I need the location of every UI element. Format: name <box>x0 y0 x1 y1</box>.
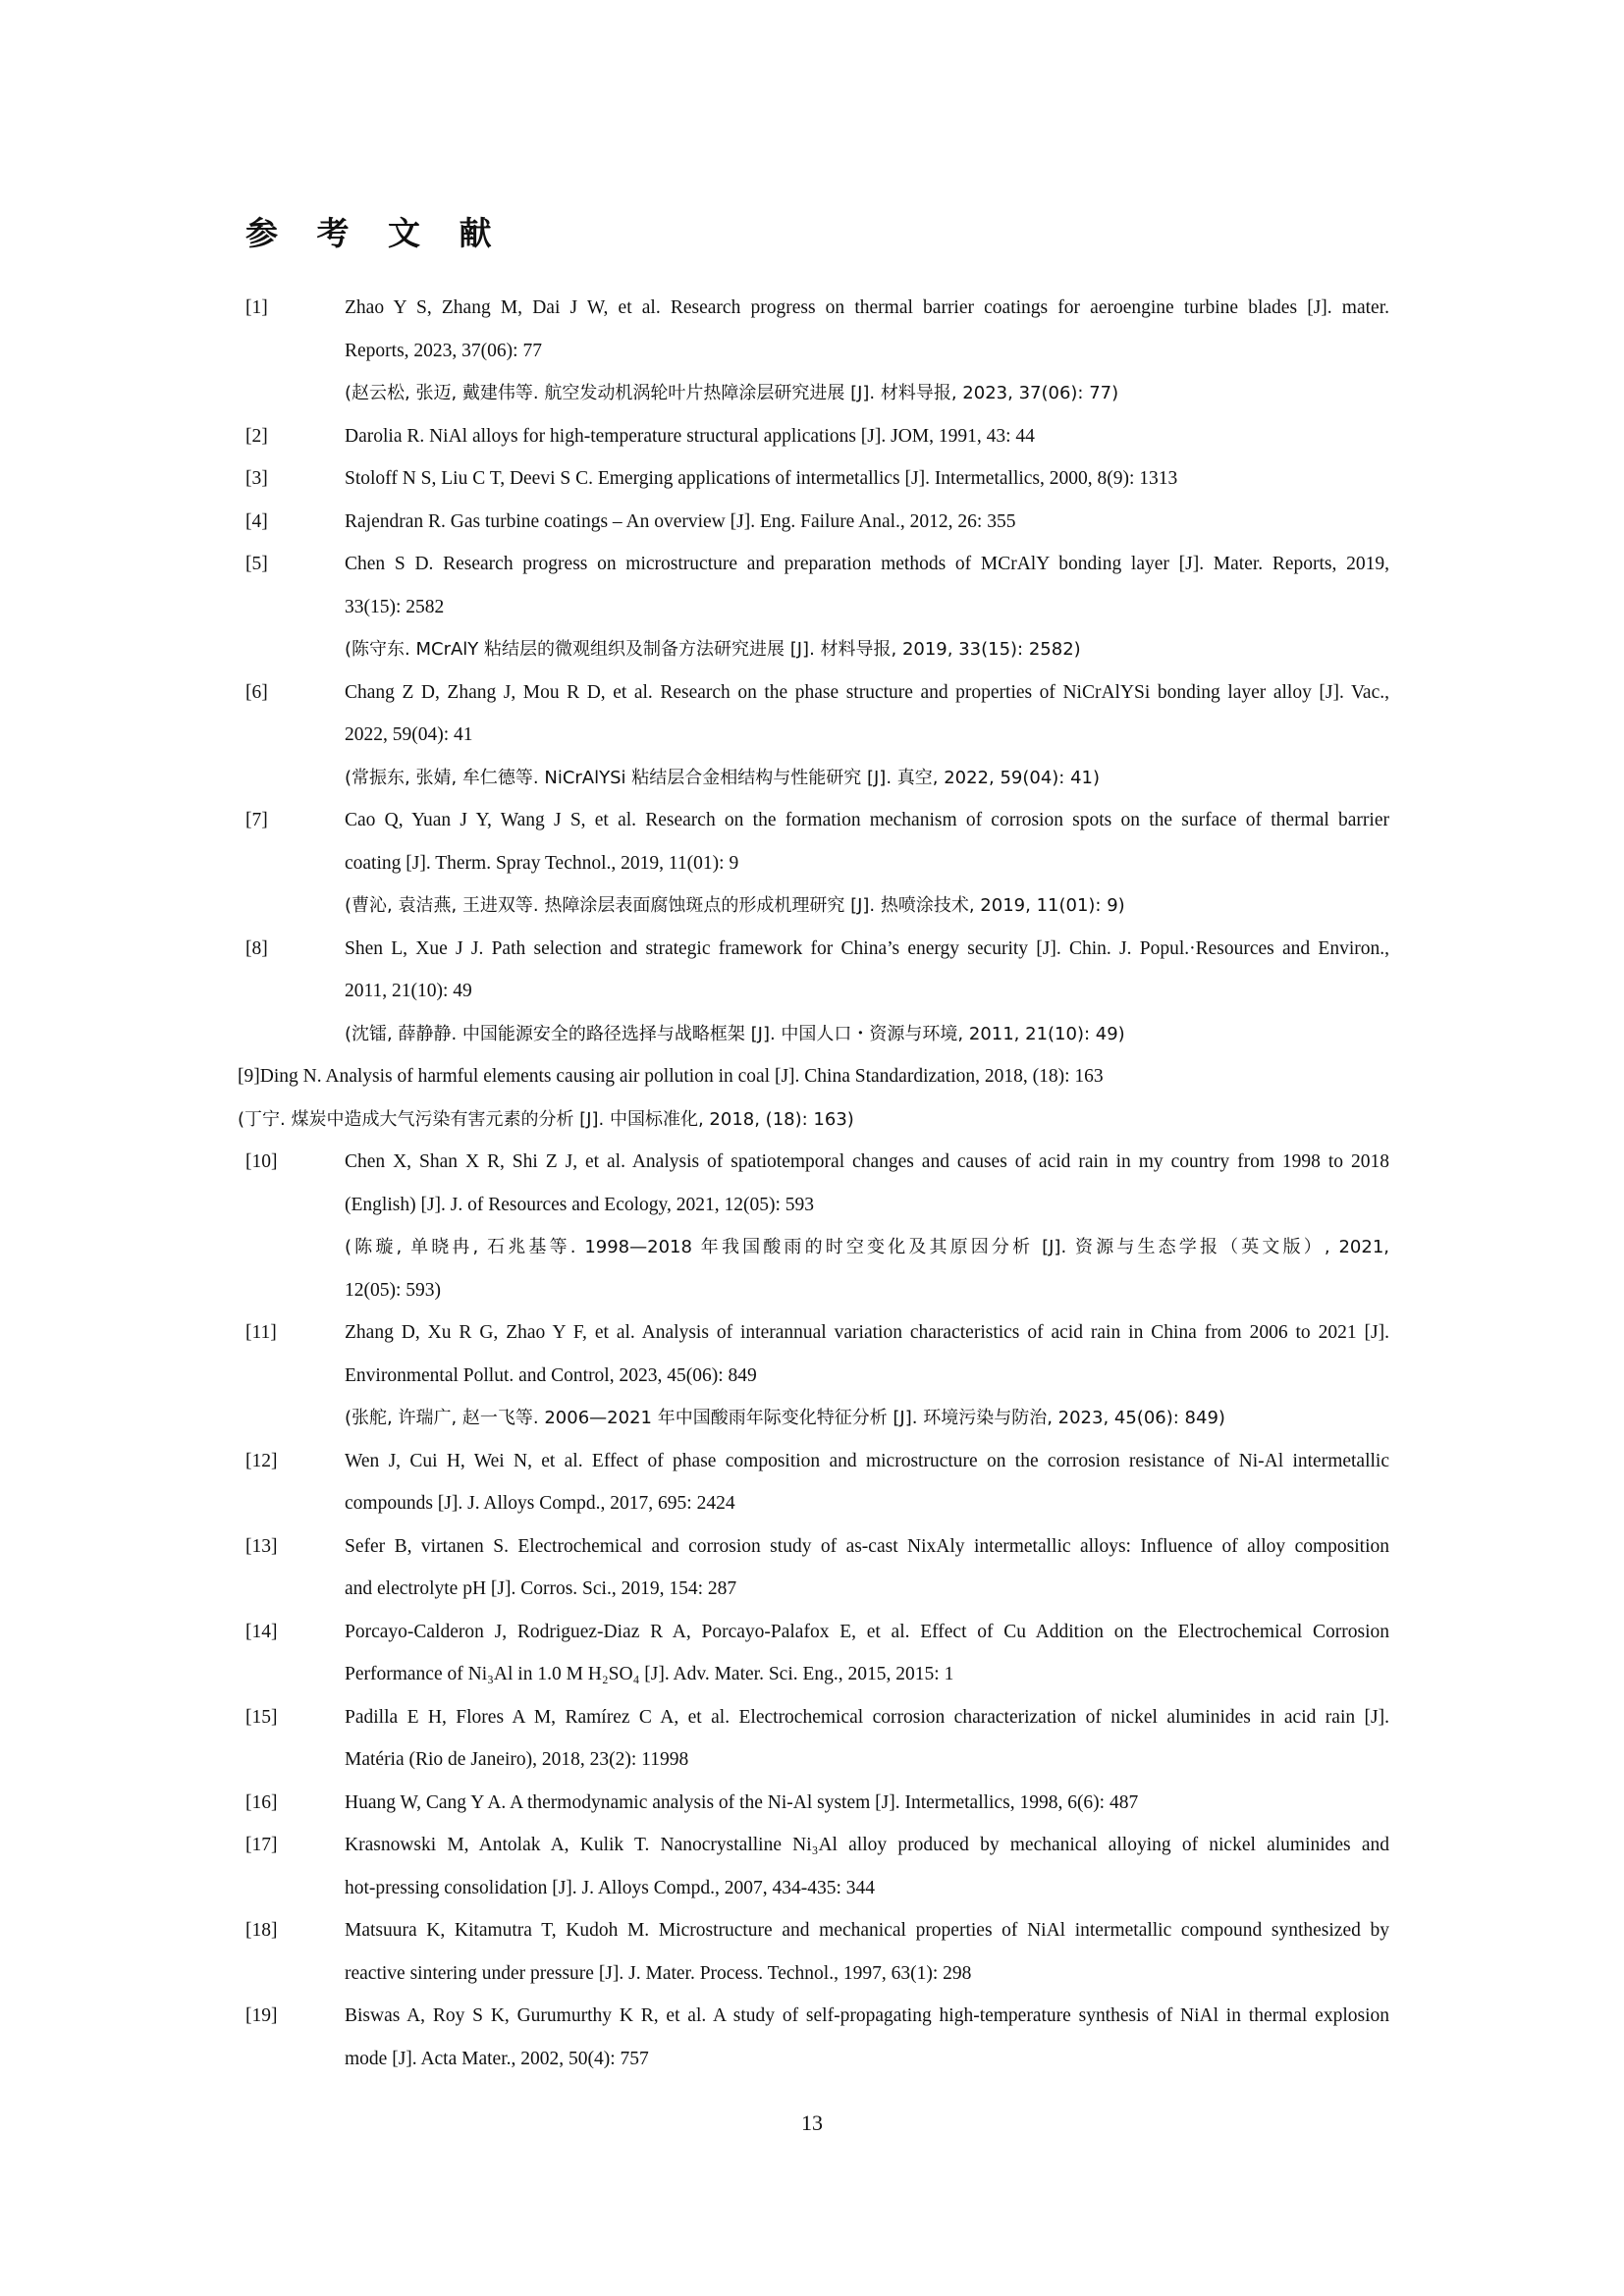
reference-line-chinese: (曹沁, 袁洁燕, 王进双等. 热障涂层表面腐蚀斑点的形成机理研究 [J]. 热喷涂技术, 2019, 11(01): 9) <box>345 895 1125 916</box>
reference-number: [18] <box>245 1920 278 1941</box>
reference-line-chinese: (沈镭, 薛静静. 中国能源安全的路径选择与战略框架 [J]. 中国人口・资源与环境, 2011, 21(10): 49) <box>345 1023 1125 1044</box>
reference-line-chinese: (陈守东. MCrAlY 粘结层的微观组织及制备方法研究进展 [J]. 材料导报, 2019, 33(15): 2582) <box>345 639 1081 660</box>
reference-body <box>345 501 1389 544</box>
reference-line: Performance of Ni₃Al in 1.0 M H₂SO₄ [J]. Adv. Mater. Sci. Eng., 2015, 2015: 1 <box>345 1664 954 1684</box>
reference-body <box>345 1696 1389 1782</box>
reference-number: [10] <box>245 1151 278 1172</box>
reference-line: Zhang D, Xu R G, Zhao Y F, et al. Analysis of interannual variation characteristics of acid rain in China from 2006 to 2021 [J]. <box>345 1322 1389 1343</box>
reference-item <box>245 1440 1389 1525</box>
reference-item <box>245 799 1389 928</box>
reference-line: 12(05): 593) <box>345 1279 442 1301</box>
reference-number: [8] <box>245 937 268 959</box>
reference-line: 2011, 21(10): 49 <box>345 981 472 1001</box>
reference-line-chinese: (丁宁. 煤炭中造成大气污染有害元素的分析 [J]. 中国标准化, 2018, (18): 163) <box>238 1108 854 1130</box>
reference-item <box>245 501 1389 544</box>
reference-body <box>345 1611 1389 1696</box>
reference-line: coating [J]. Therm. Spray Technol., 2019, 11(01): 9 <box>345 852 739 874</box>
reference-item <box>245 543 1389 671</box>
reference-item <box>245 415 1389 458</box>
page-number: 13 <box>801 2110 823 2135</box>
reference-number: [1] <box>245 297 268 318</box>
reference-line: Matéria (Rio de Janeiro), 2018, 23(2): 11998 <box>345 1749 689 1770</box>
reference-body <box>345 287 1389 415</box>
reference-line: Padilla E H, Flores A M, Ramírez C A, et al. Electrochemical corrosion characterization of nickel aluminides in acid rain [J]. <box>345 1706 1389 1728</box>
reference-body <box>345 1995 1389 2080</box>
reference-number: [4] <box>245 510 268 532</box>
reference-line-chinese: (陈璇, 单晓冉, 石兆基等. 1998—2018 年我国酸雨的时空变化及其原因分析 [J]. 资源与生态学报（英文版）, 2021, <box>345 1237 1389 1257</box>
reference-body <box>345 1824 1389 1909</box>
reference-line: Huang W, Cang Y A. A thermodynamic analysis of the Ni-Al system [J]. Intermetallics, 1998, 6(6): 487 <box>345 1791 1139 1813</box>
reference-number: [6] <box>245 681 268 703</box>
reference-body <box>345 1141 1389 1311</box>
reference-number: [17] <box>245 1835 278 1855</box>
reference-line: hot-pressing consolidation [J]. J. Alloys Compd., 2007, 434-435: 344 <box>345 1877 876 1898</box>
reference-item <box>245 457 1389 501</box>
reference-line: Rajendran R. Gas turbine coatings – An overview [J]. Eng. Failure Anal., 2012, 26: 355 <box>345 510 1016 532</box>
reference-body <box>345 671 1389 800</box>
reference-line: reactive sintering under pressure [J]. J. Mater. Process. Technol., 1997, 63(1): 298 <box>345 1962 972 1984</box>
reference-body <box>345 928 1389 1056</box>
reference-number: [14] <box>245 1621 278 1642</box>
reference-line: and electrolyte pH [J]. Corros. Sci., 2019, 154: 287 <box>345 1578 737 1599</box>
reference-item <box>245 1995 1389 2080</box>
reference-line: Biswas A, Roy S K, Gurumurthy K R, et al. A study of self-propagating high-temperature synthesis of NiAl in thermal explosion <box>345 2005 1389 2026</box>
reference-line: Porcayo-Calderon J, Rodriguez-Diaz R A, Porcayo-Palafox E, et al. Effect of Cu Addition on the Electrochemical Corrosion <box>345 1621 1389 1642</box>
reference-line: Environmental Pollut. and Control, 2023, 45(06): 849 <box>345 1364 757 1386</box>
reference-line: Matsuura K, Kitamutra T, Kudoh M. Microstructure and mechanical properties of NiAl intermetallic compound synthesized by <box>345 1920 1389 1941</box>
reference-item <box>245 1782 1389 1825</box>
reference-number: [15] <box>245 1706 278 1728</box>
reference-body <box>345 457 1389 501</box>
reference-body <box>238 1055 1389 1141</box>
references-heading: 参 考 文 献 <box>245 214 506 252</box>
reference-number: [2] <box>245 425 268 447</box>
reference-line: 33(15): 2582 <box>345 596 445 617</box>
reference-line: Wen J, Cui H, Wei N, et al. Effect of phase composition and microstructure on the corrosion resistance of Ni-Al intermetallic <box>345 1450 1389 1471</box>
reference-body <box>345 1909 1389 1995</box>
reference-line: 2022, 59(04): 41 <box>345 724 473 745</box>
reference-line: Cao Q, Yuan J Y, Wang J S, et al. Research on the formation mechanism of corrosion spots on the surface of thermal barrier <box>345 810 1389 830</box>
reference-item <box>245 671 1389 800</box>
reference-line: Zhao Y S, Zhang M, Dai J W, et al. Research progress on thermal barrier coatings for aeroengine turbine blades [J]. mater. <box>345 297 1389 318</box>
reference-number: [12] <box>245 1450 278 1471</box>
reference-item <box>245 287 1389 415</box>
reference-number: [7] <box>245 810 268 830</box>
reference-item <box>245 928 1389 1056</box>
reference-line-chinese: (常振东, 张婧, 牟仁德等. NiCrAlYSi 粘结层合金相结构与性能研究 [J]. 真空, 2022, 59(04): 41) <box>345 767 1101 788</box>
reference-line: Shen L, Xue J J. Path selection and strategic framework for China’s energy security [J]. Chin. J. Popul.·Resources and Environ., <box>345 937 1389 959</box>
reference-line: Krasnowski M, Antolak A, Kulik T. Nanocrystalline Ni₃Al alloy produced by mechanical alloying of nickel aluminides and <box>345 1835 1389 1855</box>
reference-number: [16] <box>245 1791 278 1813</box>
reference-item <box>245 1311 1389 1440</box>
reference-item <box>238 1055 1389 1141</box>
reference-line: (English) [J]. J. of Resources and Ecology, 2021, 12(05): 593 <box>345 1194 815 1215</box>
reference-line: Chang Z D, Zhang J, Mou R D, et al. Research on the phase structure and properties of NiCrAlYSi bonding layer alloy [J]. Vac., <box>345 681 1389 703</box>
reference-item <box>245 1909 1389 1995</box>
reference-body <box>345 1782 1389 1825</box>
reference-list <box>238 287 1389 2080</box>
reference-number: [19] <box>245 2005 278 2026</box>
reference-number: [3] <box>245 468 268 489</box>
reference-number: [11] <box>245 1322 277 1343</box>
reference-line: Darolia R. NiAl alloys for high-temperature structural applications [J]. JOM, 1991, 43: 44 <box>345 425 1035 447</box>
reference-body <box>345 1440 1389 1525</box>
reference-body <box>345 1311 1389 1440</box>
reference-body <box>345 543 1389 671</box>
reference-line: compounds [J]. J. Alloys Compd., 2017, 695: 2424 <box>345 1493 735 1514</box>
reference-item <box>245 1824 1389 1909</box>
reference-item <box>245 1525 1389 1611</box>
reference-line: [9]Ding N. Analysis of harmful elements causing air pollution in coal [J]. China Standardization, 2018, (18): 163 <box>238 1066 1104 1087</box>
reference-body <box>345 1525 1389 1611</box>
reference-item <box>245 1141 1389 1311</box>
reference-number: [13] <box>245 1535 278 1557</box>
reference-line-chinese: (赵云松, 张迈, 戴建伟等. 航空发动机涡轮叶片热障涂层研究进展 [J]. 材料导报, 2023, 37(06): 77) <box>345 383 1119 403</box>
reference-line-chinese: (张舵, 许瑞广, 赵一飞等. 2006—2021 年中国酸雨年际变化特征分析 [J]. 环境污染与防治, 2023, 45(06): 849) <box>345 1408 1225 1428</box>
reference-line: Reports, 2023, 37(06): 77 <box>345 340 542 361</box>
reference-body <box>345 415 1389 458</box>
reference-line: Stoloff N S, Liu C T, Deevi S C. Emerging applications of intermetallics [J]. Intermetallics, 2000, 8(9): 1313 <box>345 468 1178 489</box>
reference-body <box>345 799 1389 928</box>
reference-number: [5] <box>245 554 268 574</box>
reference-line: mode [J]. Acta Mater., 2002, 50(4): 757 <box>345 2048 649 2069</box>
reference-line: Chen X, Shan X R, Shi Z J, et al. Analysis of spatiotemporal changes and causes of acid rain in my country from 1998 to 2018 <box>345 1151 1389 1172</box>
reference-line: Sefer B, virtanen S. Electrochemical and corrosion study of as-cast NixAly intermetallic alloys: Influence of alloy composition <box>345 1535 1389 1557</box>
reference-item <box>245 1611 1389 1696</box>
reference-line: Chen S D. Research progress on microstructure and preparation methods of MCrAlY bonding layer [J]. Mater. Reports, 2019, <box>345 554 1389 574</box>
reference-item <box>245 1696 1389 1782</box>
